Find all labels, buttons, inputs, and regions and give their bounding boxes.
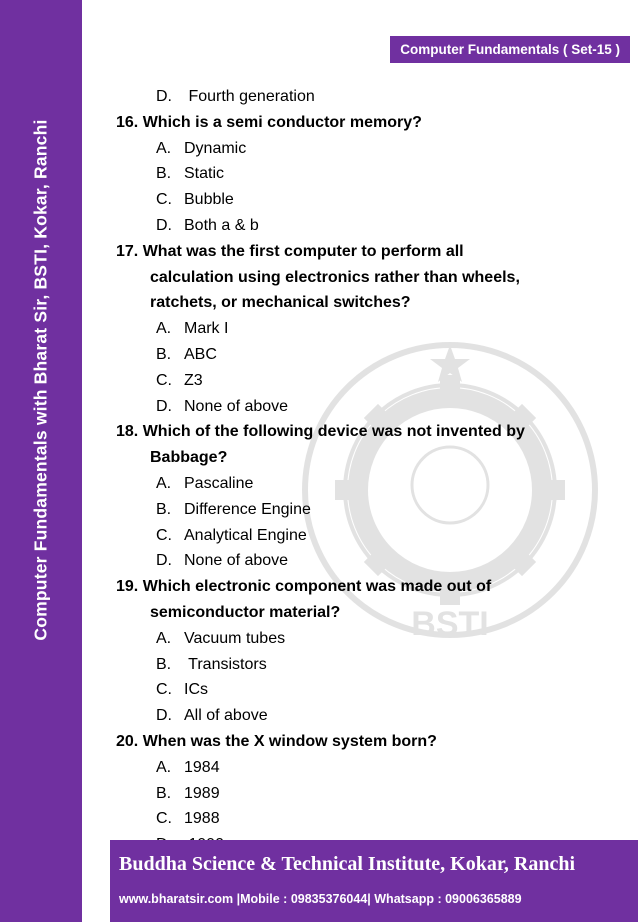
question-continuation: semiconductor material?: [150, 603, 341, 621]
option-letter: C.: [156, 681, 172, 699]
set-title-badge: Computer Fundamentals ( Set-15 ): [390, 36, 630, 63]
question-continuation: calculation using electronics rather than wheels,: [150, 268, 520, 286]
option-letter: B.: [156, 784, 172, 802]
option-letter: D.: [156, 707, 172, 725]
answer-option: [116, 316, 616, 342]
question-continuation: Babbage?: [150, 449, 228, 467]
option-text: Both a & b: [184, 216, 259, 234]
option-letter: D.: [156, 552, 172, 570]
footer-band: [110, 840, 638, 922]
option-text: Z3: [184, 371, 203, 389]
option-letter: A.: [156, 629, 172, 647]
answer-option: [116, 394, 616, 420]
question-continuation: ratchets, or mechanical switches?: [150, 294, 411, 312]
question-text: 17. What was the first computer to perform all: [116, 242, 464, 260]
option-letter: A.: [156, 320, 172, 338]
institute-name: Buddha Science & Technical Institute, Kokar, Ranchi: [119, 853, 576, 875]
answer-option: [116, 213, 616, 239]
question-list: [116, 84, 616, 858]
option-text: 1988: [184, 810, 220, 828]
option-text: None of above: [184, 397, 289, 415]
option-text: Pascaline: [184, 474, 254, 492]
contact-info: www.bharatsir.com |Mobile : 09835376044| Whatsapp : 09006365889: [119, 892, 522, 906]
answer-option: [116, 626, 616, 652]
left-sidebar-band: [0, 0, 82, 922]
option-letter: B.: [156, 165, 172, 183]
option-text: Mark I: [184, 320, 229, 338]
answer-option: [116, 342, 616, 368]
answer-option: [116, 781, 616, 807]
watermark-text: BSTI: [411, 605, 489, 643]
option-text: 1984: [184, 758, 220, 776]
sidebar-vertical-title: Computer Fundamentals with Bharat Sir, BSTI, Kokar, Ranchi: [30, 119, 51, 641]
option-text: Bubble: [184, 191, 234, 209]
option-text: Transistors: [184, 655, 267, 673]
answer-option: [116, 652, 616, 678]
answer-option: [116, 497, 616, 523]
answer-option: [116, 161, 616, 187]
question-text: 19. Which electronic component was made out of: [116, 578, 492, 596]
option-text: None of above: [184, 552, 289, 570]
option-text: Vacuum tubes: [184, 629, 286, 647]
option-text: ICs: [184, 681, 208, 699]
option-text: Dynamic: [184, 139, 247, 157]
option-letter: D.: [156, 216, 172, 234]
option-letter: D.: [156, 397, 172, 415]
option-text: ABC: [184, 345, 217, 363]
answer-option: [116, 471, 616, 497]
question-text: 16. Which is a semi conductor memory?: [116, 113, 422, 131]
option-letter: C.: [156, 371, 172, 389]
option-text: Difference Engine: [184, 500, 311, 518]
option-letter: C.: [156, 191, 172, 209]
answer-option: [116, 84, 616, 110]
answer-option: [116, 187, 616, 213]
option-letter: A.: [156, 758, 172, 776]
option-letter: C.: [156, 526, 172, 544]
answer-option: [116, 806, 616, 832]
option-letter: D.: [156, 88, 172, 105]
option-letter: C.: [156, 810, 172, 828]
option-text: Analytical Engine: [184, 526, 307, 544]
answer-option: [116, 368, 616, 394]
option-letter: B.: [156, 655, 172, 673]
question-text: 20. When was the X window system born?: [116, 732, 437, 750]
answer-option: [116, 755, 616, 781]
question-text: 18. Which of the following device was not invented by: [116, 423, 525, 441]
option-letter: B.: [156, 345, 172, 363]
option-letter: B.: [156, 500, 172, 518]
answer-option: [116, 136, 616, 162]
option-text: Static: [184, 165, 225, 183]
option-text: All of above: [184, 707, 268, 725]
option-text: Fourth generation: [184, 88, 315, 105]
option-letter: A.: [156, 139, 172, 157]
answer-option: [116, 523, 616, 549]
option-letter: A.: [156, 474, 172, 492]
option-text: 1989: [184, 784, 220, 802]
answer-option: [116, 703, 616, 729]
answer-option: [116, 548, 616, 574]
answer-option: [116, 677, 616, 703]
